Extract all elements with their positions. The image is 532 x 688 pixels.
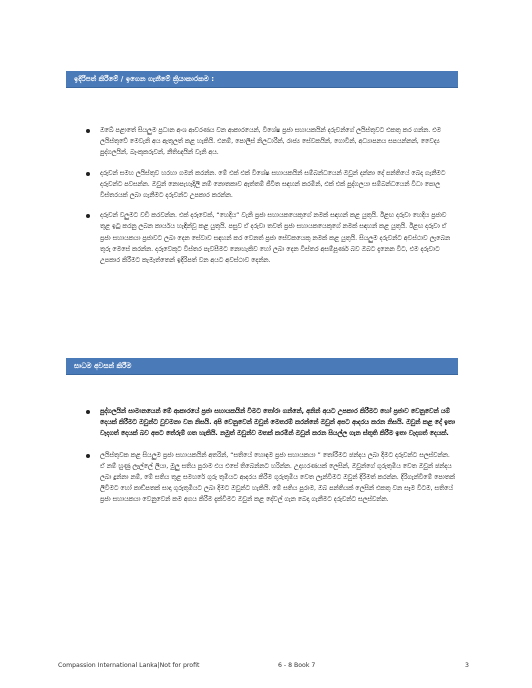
list-item-text: ඔබේ පළාතේ සියලුම ප්‍රධාන අංශ ආවරණය වන ආකාරයෙන්, විශේෂ ප්‍රජා සහායකයින් දරුවන්ගේ ලයිස්තුවට එකතු කර ගන්න. එම ලයිස්තුවේ මෙවැනි අය ඇතුලත් කළ හැකියි. එනම්, පොලිස් නිලධාරීන්, රාජ්‍ය සේවකයින්, ගොවීන්, අධ්‍යාපනය සපයන්නන්, වෛද්‍ය පුද්ගලයින්, බැංකුකරුවන්, නීතිඥයින් වැනි අය. — [100, 127, 442, 157]
bullet-icon — [86, 410, 90, 414]
list-item-text: ලයිස්තුවක කළ සියලුම ප්‍රජා සහායකයින් අතරින්, “සතියේ හොඳම ප්‍රජා සහායකයා ” තෝරීමට ඡන්දය ලබා දීමට දරුවන්ට සලස්වන්න. ඒ නම් හුණු ලෑල්ලේ ලියා, මුලු සතිය පුරාම එය එසේ තිබෙන්නට හරින්න. උදාහරණයක් ලෙසින්, ඔවුන්ගේ ගුරුතුමිය වෙත ඔවුන් ඡන්දය ලබා දුන්නා නම්, මේ සතිය තුළ සමහරේ ගුරු තුමියට ආදරය කිරීම ගුරුතුමිය වෙත ලැන්වීමට ඔවුන් දිරිමත් කරන්න. දිරිගැන්වීමේ පොතක් ලිවීමට හෝ කාඩ්පතක් සාදා ගුරුතුමියට ලබා දීමට ඔවුන්ට හැකියි. මේ සතිය පුරාම, ඔබ පන්තියක් ලෙසින් එකතු වන සෑම විටම, සතියේ ප්‍රජා සහායකයා වෙනුවෙන් කම අගය කිරීම දැක්වීමට ඔවුන් කළ දේවල් ගැන බෙදා ගැනීමට දරුවන්ට සලස්වන්න. — [100, 451, 455, 504]
list-item — [82, 168, 456, 202]
list-item-text: දරුවන් වලුමට වඩි කරවන්න. එක් දරුවෙක්, “හෙදිය” වැනි ප්‍රජා සහායකයෙකුගේ නමක් සඳහන් කළ යුතුයි. ඊළඟ දරුවා හෙදිය ප්‍රජාව තුළ ඉටු කරනු ලබන කාර්යය හැඳින්වූ කළ යුතුයි. පසුව ඒ දරුවා තවත් ප්‍රජා සහායකයෙකුගේ නමක් සඳහන් කළ යුතුයි. ඊළඟ දරුවා ඒ ප්‍රජා සහායකයා ප්‍රජාවට ලබා දෙන සේවාව සඳහන් කර වෙනත් ප්‍රජා සේවකයෙකු නමක් කළ යුතුයි. සියලුම දරුවන්ට අවස්ථාව ලැබෙන තුරු මෙසේ කරන්න. දරුවෙකුට විස්තර පැවසීමට නොහැකිව හෝ ලබා දෙන විස්තර අසම්පූර්ණ බව ඔබට දැනෙන විට, එම දරුවාට උපකාර කිරීමට කැමැත්තෙන් ඉදිරිපත් වන අයට අවස්ථාව දෙන්න. — [100, 212, 451, 265]
section-header-conclusion: සාධම අවසන් කිරීම — [66, 358, 458, 375]
list-item — [82, 450, 456, 506]
bullet-icon — [86, 214, 90, 218]
list-item-text: පුද්ගලයින් සාමානයෙන් මේ ආකාරයේ ප්‍රජා සහායකයින් විමට තෝරා ගන්නේ, අනින් අයට උපකාර කිරීමට හෝ ප්‍රජාව වෙනුවෙන් යම් දෙයක් කිරීමට ඔවුන්ට වුවමනා වන නිසයි. අපි වෙනුවෙන් ඔවුන් මෙතරම් කරන්නේ ඔවුන් අපට ආදරය කරන නිසයි. ඔවුන් කළ දේ ඉතා වැදගත් දෙයක් බව අපට තේරුම් ගත හැකියි. නමුත් ඔවුන්ව මතක් කරමින් ඔවුන් කරන සියල්ල ගැන ස්තූති කිරීම ඉතා වැදගත් දෙයක්. — [100, 408, 456, 438]
bullet-icon — [86, 454, 90, 458]
conclusion-list — [82, 406, 456, 516]
page-number: 3 — [465, 662, 469, 669]
list-item — [82, 210, 456, 266]
list-item-text: දරුවන් සමහ ලයිස්තුව හරහා ගමන් කරන්න. මේ එක් එක් විශේෂ සහායකයින් සම්බන්ධයෙන් ඔවුන් දන්නා දේ පන්තියේ බෙදා ගැනීමට දරුවන්ට පවසන්න. ඔවුන් නොපැහැදිලි නම් නොතකාව ඇත්තම් ජීවිත සඳහන් කරමින්, එක් එක් පුද්ගලයා සම්බන්ධයෙන් විධා පොල විස්තරයක් ලබා ගැනීමට දරුවන්ට උපකාර කරන්න. — [100, 169, 446, 200]
section-header-presentation: ඉදිරිපත් කිරීමේ / ඉගෙන ගැනීමේ ක්‍රියාකාරකම : — [66, 71, 458, 88]
list-item — [82, 406, 456, 440]
footer-organization: Compassion International Lanka|Not for profit — [58, 662, 200, 669]
bullet-icon — [86, 172, 90, 176]
list-item — [82, 125, 456, 159]
bullet-icon — [86, 129, 90, 133]
activity-list — [82, 125, 456, 275]
footer-book: 6 - 8 Book 7 — [278, 662, 316, 669]
